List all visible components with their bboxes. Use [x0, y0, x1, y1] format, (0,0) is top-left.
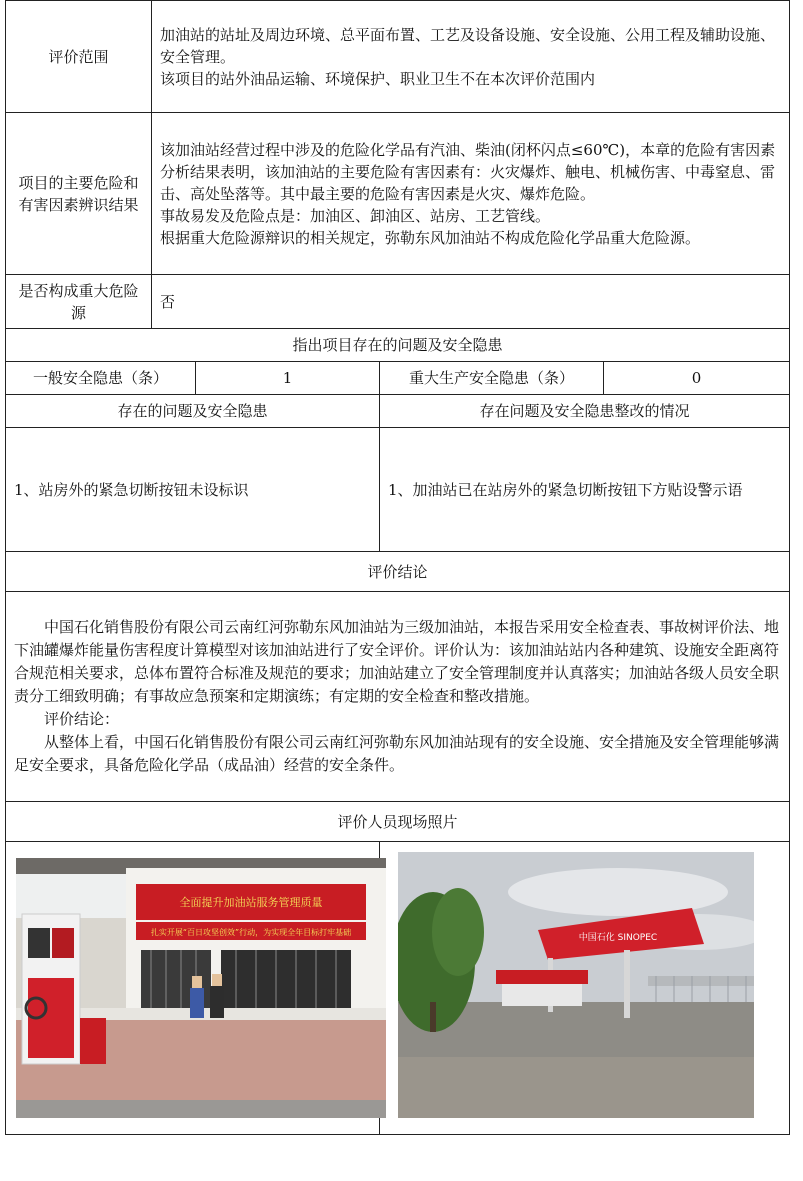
- photos-row: [6, 842, 790, 1135]
- hazards-content: [152, 113, 790, 275]
- general-issue-label: 一般安全隐患（条）: [6, 362, 196, 395]
- evaluation-table: [5, 0, 790, 1135]
- scope-label: 评价范围: [6, 1, 152, 113]
- conclusion-header-row: [6, 552, 790, 592]
- photo-cell-left: [6, 842, 380, 1135]
- canopy-sign-text: 中国石化 SINOPEC: [578, 933, 658, 943]
- banner-text: 扎实开展“百日攻坚创效”行动，为实现全年目标打牢基础: [150, 928, 352, 937]
- station-building-photo: [16, 858, 386, 1118]
- banner-text: 全面提升加油站服务管理质量: [179, 896, 323, 909]
- photos-header-row: [6, 802, 790, 842]
- problems-column-header: 存在的问题及安全隐患: [6, 395, 380, 428]
- photos-header: 评价人员现场照片: [6, 802, 790, 842]
- hazards-line: 根据重大危险源辩识的相关规定，弥勒东风加油站不构成危险化学品重大危险源。: [160, 228, 701, 247]
- conclusion-content: [6, 592, 790, 802]
- scope-content: [152, 1, 790, 113]
- issues-header-row: [6, 329, 790, 362]
- hazards-label: 项目的主要危险和有害因素辨识结果: [6, 113, 152, 275]
- issues-header: 指出项目存在的问题及安全隐患: [6, 329, 790, 362]
- conclusion-paragraph: 从整体上看，中国石化销售股份有限公司云南红河弥勒东风加油站现有的安全设施、安全措施及安全管理能够满足安全要求，具备危险化学品（成品油）经营的安全条件。: [14, 733, 780, 774]
- forecourt-photo: [398, 852, 754, 1118]
- problem-item: 1、站房外的紧急切断按钮未设标识: [6, 428, 380, 552]
- scope-line: 加油站的站址及周边环境、总平面布置、工艺及设备设施、安全设施、公用工程及辅助设施、安全管理。: [160, 25, 776, 66]
- major-issue-label: 重大生产安全隐患（条）: [380, 362, 604, 395]
- conclusion-paragraph: 中国石化销售股份有限公司云南红河弥勒东风加油站为三级加油站，本报告采用安全检查表、事故树评价法、地下油罐爆炸能量伤害程度计算模型对该加油站进行了安全评价。评价认为：该加油站站内各种建筑、设施安全距离符合规范相关要求，总体布置符合标准及规范的要求；加油站建立了安全管理制度并认真落实；加油站各级人员安全职责分工细致明确；有事故应急预案和定期演练；有定期的安全检查和整改措施。: [14, 618, 780, 705]
- rectify-column-header: 存在问题及安全隐患整改的情况: [380, 395, 790, 428]
- conclusion-header: 评价结论: [6, 552, 790, 592]
- issue-columns-row: [6, 395, 790, 428]
- issue-detail-row: [6, 428, 790, 552]
- major-source-value: 否: [152, 275, 790, 329]
- major-source-row: [6, 275, 790, 329]
- major-issue-count: 0: [604, 362, 790, 395]
- scope-line: 该项目的站外油品运输、环境保护、职业卫生不在本次评价范围内: [160, 69, 596, 88]
- major-source-label: 是否构成重大危险源: [6, 275, 152, 329]
- rectify-item: 1、加油站已在站房外的紧急切断按钮下方贴设警示语: [380, 428, 790, 552]
- hazards-line: 事故易发及危险点是：加油区、卸油区、站房、工艺管线。: [160, 206, 551, 225]
- general-issue-count: 1: [196, 362, 380, 395]
- hazards-row: [6, 113, 790, 275]
- evaluation-sheet: [5, 0, 789, 1135]
- photo-cell-right: [380, 842, 790, 1135]
- conclusion-row: [6, 592, 790, 802]
- scope-row: [6, 1, 790, 113]
- hazards-line: 该加油站经营过程中涉及的危险化学品有汽油、柴油(闭杯闪点≤60℃)，本章的危险有害因素分析结果表明，该加油站的主要危险有害因素有：火灾爆炸、触电、机械伤害、中毒窒息、雷击、高处坠落等。其中最主要的危险有害因素是火灾、爆炸危险。: [160, 140, 776, 203]
- conclusion-subheading: 评价结论：: [44, 710, 120, 728]
- issue-count-row: [6, 362, 790, 395]
